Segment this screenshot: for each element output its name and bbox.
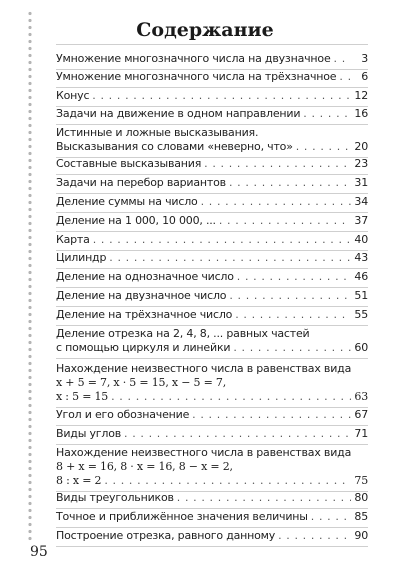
dot-leader — [204, 157, 351, 171]
toc-entry[interactable] — [56, 233, 368, 247]
toc-entry-line — [56, 491, 368, 505]
toc-entry-rule — [56, 212, 368, 213]
toc-entry[interactable] — [56, 408, 368, 422]
toc-entry[interactable] — [56, 214, 368, 228]
toc-entry[interactable] — [56, 446, 368, 488]
toc-entry[interactable] — [56, 107, 368, 121]
toc-entry-rule — [56, 508, 368, 509]
toc-entry-line — [56, 214, 368, 228]
toc-entry[interactable] — [56, 270, 368, 284]
toc-entry-rule — [56, 174, 368, 175]
toc-page-number: 3 — [361, 52, 368, 65]
toc-entry-text: Виды углов — [56, 427, 122, 440]
dot-leader — [339, 70, 351, 84]
dot-leader — [229, 176, 351, 190]
toc-entry[interactable] — [56, 89, 368, 103]
toc-entry-text: Составные высказывания — [56, 157, 202, 170]
toc-page-number: 46 — [354, 270, 368, 283]
toc-entry-text: Умножение многозначного числа на трёхзначное — [56, 70, 337, 83]
dot-leader — [93, 233, 351, 247]
toc-entry-rule — [56, 527, 368, 528]
toc-entry-line — [56, 474, 368, 488]
toc-page-number: 63 — [354, 390, 368, 403]
toc-entry[interactable] — [56, 427, 368, 441]
toc-page-number: 75 — [354, 474, 368, 487]
toc-entry-text: 8 : x = 2 — [56, 474, 102, 487]
toc-page-number: 90 — [354, 529, 368, 542]
dot-leader — [192, 408, 351, 422]
dot-leader — [219, 214, 351, 228]
page-title: Содержание — [136, 19, 274, 41]
toc-entry-text: x : 5 = 15 — [56, 390, 109, 403]
toc-entry-rule — [56, 268, 368, 269]
dot-leader — [235, 308, 351, 322]
toc-entry[interactable] — [56, 529, 368, 543]
toc-entry-rule — [56, 425, 368, 426]
toc-entry-line — [56, 510, 368, 524]
toc-entry-text: Построение отрезка, равного данному — [56, 529, 276, 542]
toc-entry-text: Цилиндр — [56, 251, 107, 264]
toc-entry-line — [56, 308, 368, 322]
dot-leader — [177, 491, 351, 505]
toc-entry-text: Угол и его обозначение — [56, 408, 190, 421]
dot-leader — [237, 270, 351, 284]
toc-page-number: 23 — [354, 157, 368, 170]
toc-entry[interactable] — [56, 491, 368, 505]
toc-page-number: 43 — [354, 251, 368, 264]
toc-entry[interactable] — [56, 327, 368, 355]
toc-entry-line — [56, 251, 368, 265]
toc-entry-text: Карта — [56, 233, 90, 246]
toc-entry-line — [56, 107, 368, 121]
toc-entry-text: Деление отрезка на 2, 4, 8, ... равных частей — [56, 327, 310, 340]
toc-page-number: 31 — [354, 176, 368, 189]
toc-entry-rule — [56, 306, 368, 307]
toc-entry-line — [56, 176, 368, 190]
toc-entry-text: Задачи на перебор вариантов — [56, 176, 226, 189]
toc-entry-rule — [56, 231, 368, 232]
toc-entry-rule — [56, 287, 368, 288]
page-number: 95 — [30, 544, 48, 560]
dot-leader — [334, 52, 351, 66]
toc-page-number: 6 — [361, 70, 368, 83]
toc-entry-rule — [56, 193, 368, 194]
toc-entry[interactable] — [56, 289, 368, 303]
toc-entry-text: Конус — [56, 89, 90, 102]
toc-entry-line — [56, 126, 368, 140]
dot-leader — [233, 341, 351, 355]
toc-entry-text: Деление суммы на число — [56, 195, 198, 208]
toc-entry-rule — [56, 358, 368, 359]
toc-entry[interactable] — [56, 195, 368, 209]
toc-entry-text: Деление на двузначное число — [56, 289, 227, 302]
toc-entry-text: Умножение многозначного числа на двузначное — [56, 52, 331, 65]
toc-entry[interactable] — [56, 362, 368, 404]
toc-entry-text: Нахождение неизвестного числа в равенствах вида — [56, 362, 352, 375]
toc-page-number: 51 — [354, 289, 368, 302]
dot-leader — [201, 195, 351, 209]
toc-entry-text: 8 + x = 16, 8 · x = 16, 8 − x = 2, — [56, 460, 233, 473]
toc-entry-text: Виды треугольников — [56, 491, 174, 504]
toc-entry-line — [56, 140, 368, 154]
toc-entry-line — [56, 446, 368, 460]
toc-entry-line — [56, 289, 368, 303]
toc-entry-line — [56, 270, 368, 284]
toc-page-number: 80 — [354, 491, 368, 504]
toc-entry[interactable] — [56, 251, 368, 265]
toc-entry[interactable] — [56, 176, 368, 190]
toc-entry-line — [56, 460, 368, 474]
toc-page-number: 55 — [354, 308, 368, 321]
toc-entry-text: Деление на однозначное число — [56, 270, 234, 283]
toc-page-number: 34 — [354, 195, 368, 208]
dot-leader — [303, 107, 351, 121]
toc-entry-line — [56, 70, 368, 84]
toc-entry[interactable] — [56, 157, 368, 171]
dot-leader — [124, 427, 351, 441]
toc-entry-line — [56, 427, 368, 441]
dot-leader — [104, 474, 351, 488]
toc-entry-line — [56, 376, 368, 390]
toc-entry-text: с помощью циркуля и линейки — [56, 341, 231, 354]
toc-entry-text: Высказывания со словами «неверно, что» — [56, 140, 293, 153]
toc-page-number: 71 — [354, 427, 368, 440]
toc-entry-text: Нахождение неизвестного числа в равенствах вида — [56, 446, 352, 459]
toc-entry-line — [56, 529, 368, 543]
toc-entry[interactable] — [56, 52, 368, 66]
toc-entry[interactable] — [56, 70, 368, 84]
toc-page-number: 16 — [354, 107, 368, 120]
toc-entry-text: Деление на 1 000, 10 000, ... — [56, 214, 216, 227]
toc-entry-text: Деление на трёхзначное число — [56, 308, 233, 321]
toc-entry-line — [56, 390, 368, 404]
toc-entry[interactable] — [56, 510, 368, 524]
dot-leader — [111, 390, 351, 404]
toc-page-number: 20 — [354, 140, 368, 153]
toc-entry-text: x + 5 = 7, x · 5 = 15, x − 5 = 7, — [56, 376, 227, 389]
toc-entry-line — [56, 408, 368, 422]
toc-entry-text: Точное и приближённое значения величины — [56, 510, 308, 523]
toc-entry-rule — [56, 325, 368, 326]
toc-entry-line — [56, 341, 368, 355]
dot-leader — [296, 140, 351, 154]
toc-entry-line — [56, 89, 368, 103]
toc-entry-text: Задачи на движение в одном направлении — [56, 107, 301, 120]
toc-entry[interactable] — [56, 126, 368, 154]
toc-page-number: 85 — [354, 510, 368, 523]
toc-entry-line — [56, 327, 368, 341]
toc-page-number: 37 — [354, 214, 368, 227]
toc-entry-line — [56, 52, 368, 66]
toc-entry-rule — [56, 124, 368, 125]
toc-entry-rule — [56, 87, 368, 88]
toc-page-number: 12 — [354, 89, 368, 102]
dot-leader — [229, 289, 351, 303]
toc-entry-text: Истинные и ложные высказывания. — [56, 126, 259, 139]
toc-page-number: 40 — [354, 233, 368, 246]
dot-leader — [92, 89, 351, 103]
dot-leader — [311, 510, 351, 524]
toc-entry-line — [56, 157, 368, 171]
dot-leader — [109, 251, 351, 265]
toc-entry-rule — [56, 444, 368, 445]
toc-entry-rule — [56, 546, 368, 547]
toc-entry[interactable] — [56, 308, 368, 322]
toc-entry-line — [56, 233, 368, 247]
toc-page-number: 67 — [354, 408, 368, 421]
toc-entry-line — [56, 362, 368, 376]
toc-entry-line — [56, 195, 368, 209]
dot-leader — [278, 529, 351, 543]
toc-page-number: 60 — [354, 341, 368, 354]
